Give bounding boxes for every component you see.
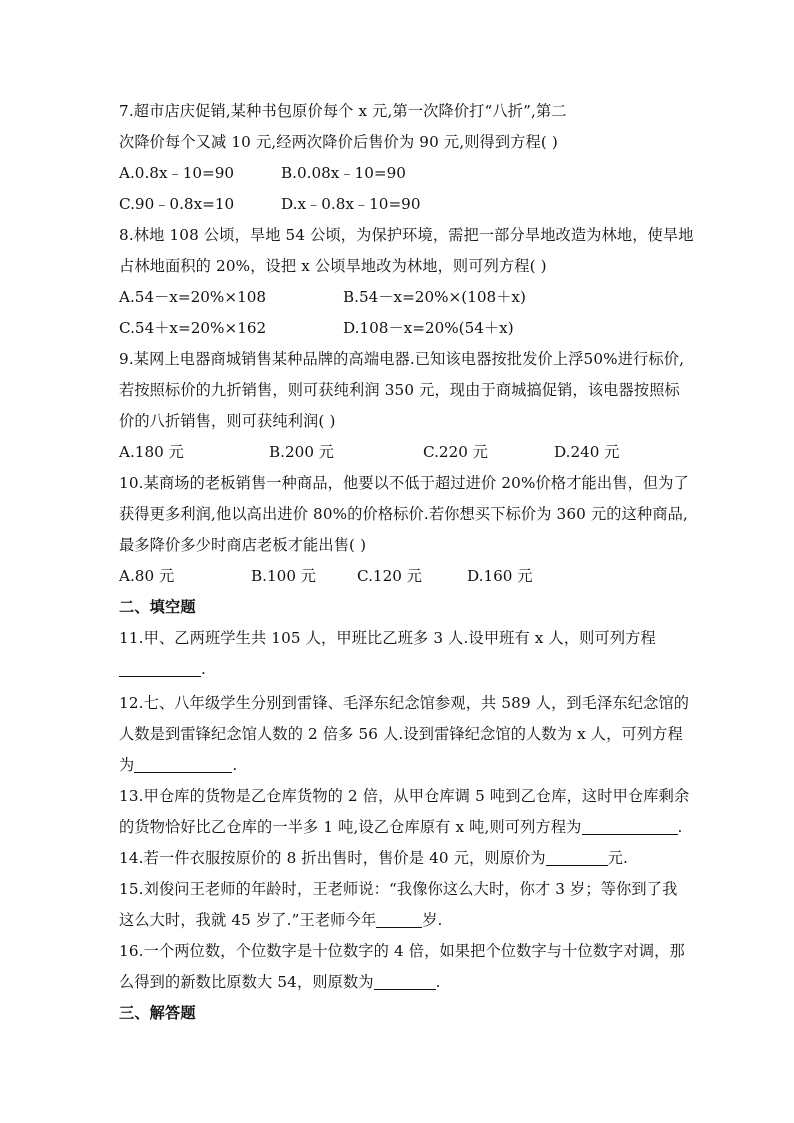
q12-answer-blank[interactable]: [134, 756, 232, 773]
q9-line1: 9.某网上电器商城销售某种品牌的高端电器.已知该电器按批发价上浮50%进行标价,: [119, 350, 685, 368]
q11-answer-line: [119, 659, 206, 679]
q13-line2-start: 的货物恰好比乙仓库的一半多 1 吨,设乙仓库原有 x 吨,则可列方程为: [119, 818, 582, 836]
q12-line3: [119, 755, 237, 775]
q7-option-d: D.x﹣0.8x﹣10=90: [281, 195, 421, 213]
q11-end: .: [201, 660, 206, 678]
q16-line2-start: 么得到的新数比原数大 54，则原数为: [119, 973, 374, 991]
q10-option-b: B.100 元: [251, 567, 316, 585]
q10-option-a: A.80 元: [119, 567, 175, 585]
q8-option-d: D.108－x=20%(54＋x): [343, 319, 514, 337]
q13-line2: [119, 817, 683, 837]
q7-option-b: B.0.08x﹣10=90: [281, 164, 406, 182]
q10-line2: 获得更多利润,他以高出进价 80%的价格标价.若你想买下标价为 360 元的这种商品,: [119, 505, 688, 523]
q14-line: [119, 848, 628, 868]
q7-option-a: A.0.8x﹣10=90: [119, 164, 235, 182]
q15-answer-blank[interactable]: [376, 911, 422, 928]
q9-line3: 价的八折销售，则可获纯利润( ): [119, 412, 336, 430]
q7-line1: 7.超市店庆促销,某种书包原价每个 x 元,第一次降价打“八折”,第二: [119, 102, 567, 120]
q9-line2: 若按照标价的九折销售，则可获纯利润 350 元，现由于商城搞促销，该电器按照标: [119, 381, 680, 399]
q12-line3-start: 为: [119, 756, 135, 774]
q10-option-d: D.160 元: [467, 567, 533, 585]
q7-option-c: C.90﹣0.8x=10: [119, 195, 235, 213]
q15-end: 岁.: [422, 911, 443, 929]
q14-end: 元.: [607, 849, 629, 867]
section2-heading: 二、填空题: [119, 598, 196, 616]
q12-line1: 12.七、八年级学生分别到雷锋、毛泽东纪念馆参观，共 589 人，到毛泽东纪念馆的: [119, 694, 690, 712]
q8-line2: 占林地面积的 20%，设把 x 公顷旱地改为林地，则可列方程( ): [119, 257, 547, 275]
q8-option-b: B.54－x=20%×(108＋x): [343, 288, 526, 306]
q9-option-b: B.200 元: [269, 443, 334, 461]
q10-line3: 最多降价多少时商店老板才能出售( ): [119, 536, 367, 554]
q15-line2-start: 这么大时，我就 45 岁了.”王老师今年: [119, 911, 377, 929]
q8-line1: 8.林地 108 公顷，旱地 54 公顷，为保护环境，需把一部分旱地改造为林地，使旱地: [119, 226, 694, 244]
section3-heading: 三、解答题: [119, 1004, 196, 1022]
q7-line2: 次降价每个又减 10 元,经两次降价后售价为 90 元,则得到方程( ): [119, 133, 559, 151]
q16-answer-blank[interactable]: [374, 973, 436, 990]
q14-answer-blank[interactable]: [546, 849, 608, 866]
q10-option-c: C.120 元: [357, 567, 422, 585]
q13-end: .: [677, 818, 683, 836]
q14-start: 14.若一件衣服按原价的 8 折出售时，售价是 40 元，则原价为: [119, 849, 546, 867]
q13-line1: 13.甲仓库的货物是乙仓库货物的 2 倍，从甲仓库调 5 吨到乙仓库，这时甲仓库剩余: [119, 787, 690, 805]
q16-line1: 16.一个两位数，个位数字是十位数字的 4 倍，如果把个位数字与十位数字对调，那: [119, 942, 685, 960]
q10-line1: 10.某商场的老板销售一种商品，他要以不低于超过进价 20%价格才能出售，但为了: [119, 474, 689, 492]
q15-line1: 15.刘俊问王老师的年龄时，王老师说：“我像你这么大时，你才 3 岁；等你到了我: [119, 880, 678, 898]
q8-option-c: C.54＋x=20%×162: [119, 319, 267, 337]
q8-option-a: A.54－x=20%×108: [119, 288, 267, 306]
q12-line2: 人数是到雷锋纪念馆人数的 2 倍多 56 人.设到雷锋纪念馆的人数为 x 人，可列方程: [119, 725, 683, 743]
q16-line2: [119, 972, 441, 992]
q9-option-c: C.220 元: [423, 443, 488, 461]
q9-option-d: D.240 元: [554, 443, 620, 461]
q11-line1: 11.甲、乙两班学生共 105 人，甲班比乙班多 3 人.设甲班有 x 人，则可列方程: [119, 629, 656, 647]
q13-answer-blank[interactable]: [582, 818, 678, 835]
q16-end: .: [435, 973, 441, 991]
q11-answer-blank[interactable]: [119, 660, 201, 677]
q9-option-a: A.180 元: [119, 443, 184, 461]
q15-line2: [119, 910, 443, 930]
q12-end: .: [232, 756, 238, 774]
